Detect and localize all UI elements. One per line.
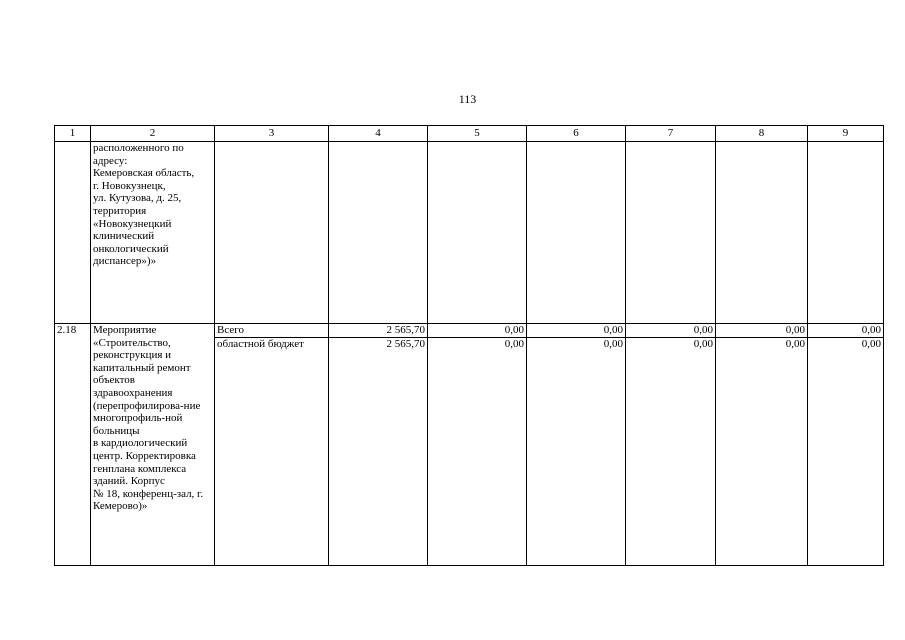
value-cell: 0,00	[428, 324, 527, 338]
header-cell-6: 6	[527, 126, 626, 142]
table-row	[55, 324, 884, 338]
header-cell-9: 9	[808, 126, 884, 142]
value-cell: 2 565,70	[329, 324, 428, 338]
value-cell: 0,00	[428, 338, 527, 566]
source-cell: областной бюджет	[215, 338, 329, 566]
row-number-cell	[55, 142, 91, 324]
value-cell: 0,00	[716, 338, 808, 566]
empty-cell	[716, 142, 808, 324]
empty-cell	[428, 142, 527, 324]
value-cell: 0,00	[527, 324, 626, 338]
header-cell-4: 4	[329, 126, 428, 142]
description-continuation-cell	[91, 142, 215, 324]
empty-cell	[329, 142, 428, 324]
row-number-cell: 2.18	[55, 324, 91, 566]
value-cell: 2 565,70	[329, 338, 428, 566]
table-row	[55, 142, 884, 324]
budget-table	[54, 125, 884, 566]
page-number: 113	[458, 92, 477, 106]
header-cell-2: 2	[91, 126, 215, 142]
value-cell: 0,00	[527, 338, 626, 566]
value-cell: 0,00	[626, 338, 716, 566]
header-cell-7: 7	[626, 126, 716, 142]
empty-cell	[808, 142, 884, 324]
empty-cell	[215, 142, 329, 324]
empty-cell	[626, 142, 716, 324]
value-cell: 0,00	[808, 324, 884, 338]
header-row	[55, 126, 884, 142]
description-text: Мероприятие «Строительство, реконструкция и капитальный ремонт объектов здравоохранения (перепрофилирова-ние многопрофиль-ной больницы в кардиологический центр. Корректировка генплана комплекса зданий. Корпус № 18, конференц-зал, г. Кемерово)»	[93, 324, 204, 513]
header-cell-1: 1	[55, 126, 91, 142]
value-cell: 0,00	[716, 324, 808, 338]
empty-cell	[527, 142, 626, 324]
value-cell: 0,00	[626, 324, 716, 338]
description-cell	[91, 324, 215, 566]
description-continuation-text: расположенного по адресу: Кемеровская область, г. Новокузнецк, ул. Кутузова, д. 25, территория «Новокузнецкий клинический онкологический диспансер»)»	[93, 142, 195, 268]
source-cell: Всего	[215, 324, 329, 338]
value-cell: 0,00	[808, 338, 884, 566]
header-cell-5: 5	[428, 126, 527, 142]
header-cell-8: 8	[716, 126, 808, 142]
header-cell-3: 3	[215, 126, 329, 142]
